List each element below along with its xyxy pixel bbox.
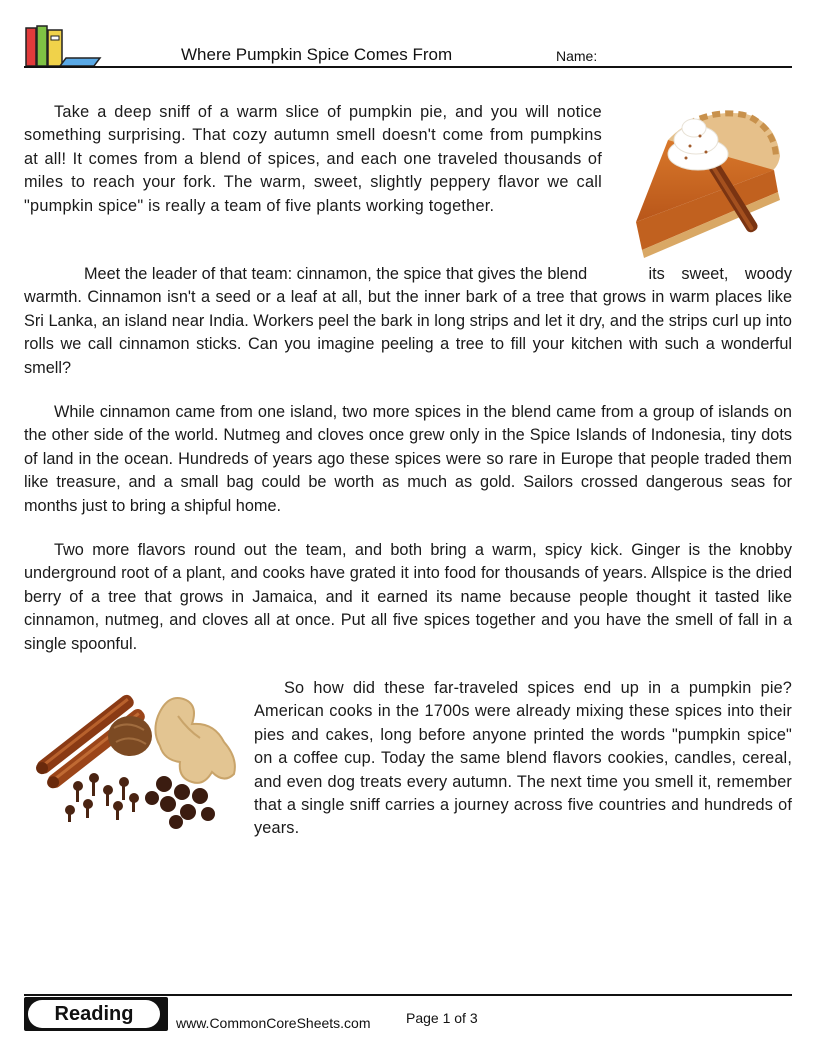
paragraph-5: So how did these far-traveled spices end up in a pumpkin pie? American cooks in the 1700s were already mixing these spices into their pies and cakes, long before anyone printed the words "pumpkin spice" on a coffee cup. Today the same blend flavors cookies, candles, cereal, and even dog treats every autumn. The next time you smell it, remember that a single sniff carries a journey across five countries and hundreds of years.: [254, 679, 792, 838]
footer-divider: [24, 994, 792, 996]
paragraph-2: [24, 263, 792, 380]
page-header: [24, 22, 792, 70]
header-divider: [24, 66, 792, 68]
paragraph-2-body: its sweet, woody warmth. Cinnamon isn't a seed or a leaf at all, but the inner bark of a tree that grows in warm places like Sri Lanka, an island near India. Workers peel the bark in long strips and let it dry, and the strips curl up into rolls we call cinnamon sticks. Can you imagine peeling a tree to fill your kitchen with such a wonderful smell?: [24, 265, 792, 377]
paragraph-2-lead: Meet the leader of that team: cinnamon, the spice that gives the blend: [84, 265, 588, 283]
page-number: Page 1 of 3: [406, 1010, 478, 1026]
pumpkin-pie-icon: [628, 100, 784, 260]
site-url: www.CommonCoreSheets.com: [176, 1015, 371, 1031]
subject-badge: [24, 997, 168, 1031]
paragraph-1: Take a deep sniff of a warm slice of pumpkin pie, and you will notice something surprising. That cozy autumn smell doesn't come from pumpkins at all! It comes from a blend of spices, and each one traveled thousands of miles to reach your fork. The warm, sweet, slightly peppery flavor we call "pumpkin spice" is really a team of five plants working together.: [24, 103, 602, 215]
name-label: Name:: [556, 48, 598, 64]
books-icon: [24, 24, 102, 68]
spices-icon: [28, 686, 246, 832]
page-title: Where Pumpkin Spice Comes From: [181, 45, 453, 64]
paragraph-4: Two more flavors round out the team, and both bring a warm, spicy kick. Ginger is the knobby underground root of a plant, and cooks have grated it into food for thousands of years. Allspice is the dried berry of a tree that grows in Jamaica, and it earned its name because people thought it tasted like cinnamon, nutmeg, and cloves all at once. Put all five spices together and you have the smell of fall in a single spoonful.: [24, 541, 792, 653]
paragraph-3: While cinnamon came from one island, two more spices in the blend came from a group of islands on the other side of the world. Nutmeg and cloves once grew only in the Spice Islands of Indonesia, tiny dots of land in the ocean. Hundreds of years ago these spices were so rare in Europe that people traded them like treasure, and a small bag could be worth as much as gold. Sailors crossed dangerous seas for months just to bring a shipful home.: [24, 403, 792, 515]
subject-badge-label: Reading: [28, 1000, 160, 1028]
